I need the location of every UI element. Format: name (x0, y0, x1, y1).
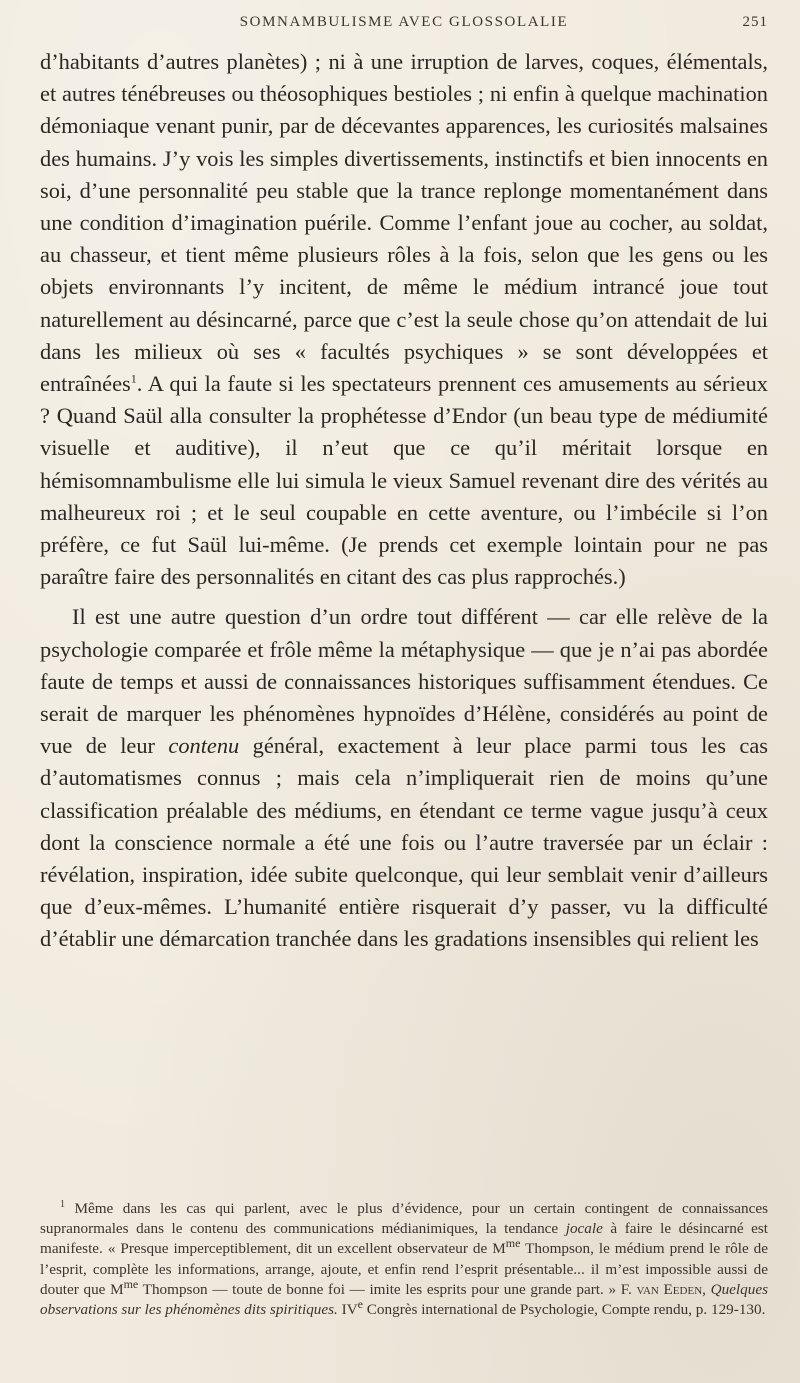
footnote-text: à faire le désincarné est manifeste. « Presque imperceptiblement, dit un excellent observateur de M (40, 1220, 768, 1258)
footnote-text: IV (337, 1301, 358, 1319)
footnote-italic-word: jocale (565, 1220, 603, 1238)
paragraph-continued (40, 46, 768, 593)
footnotes (40, 1199, 768, 1320)
running-title: SOMNAMBULISME AVEC GLOSSOLALIE (239, 14, 569, 30)
paragraph-2 (40, 601, 768, 955)
paragraph-2-text-b: général, exactement à leur place parmi tous les cas d’automatismes connus ; mais cela n’impliquerait rien de moins qu’une classification préalable des médiums, en étendant ce terme vague jusqu’à ceux dont la conscience normale a été une fois ou l’autre traversée par un éclair : révélation, inspiration, idée subite quelconque, qui leur semblait venir d’ailleurs que d’eux-mêmes. L’humanité entière risquerait d’y passer, vu la difficulté d’établir une démarcation tranchée dans les gradations insensibles qui relient les (40, 733, 768, 952)
footnote-superscript: e (357, 1296, 363, 1311)
footnote-cited-title: Quelques observations sur les phénomènes dits spiritiques. (40, 1280, 768, 1319)
footnote-superscript: me (123, 1276, 139, 1291)
footnote-author: van Eeden (636, 1280, 703, 1298)
paragraph-1-text-b: . A qui la faute si les spectateurs prennent ces amusements au sérieux ? Quand Saül alla consulter la prophétesse d’Endor (un beau type de médiumité visuelle et auditive), il n’eut que ce qu’il méritait lorsque en hémisomnambulisme elle lui simula le vieux Samuel revenant dire des vérités au malheureux roi ; et le seul coupable en cette aventure, ou l’imbécile si l’on préfère, ce fut Saül lui-même. (Je prends cet exemple lointain pour ne pas paraître faire des personnalités en citant des cas plus rapprochés.) (40, 371, 768, 590)
paragraph-2-text-a: Il est une autre question d’un ordre tout différent — car elle relève de la psychologie comparée et frôle même la métaphysique — que je n’ai pas abordée faute de temps et aussi de connaissances historiques suffisamment étendues. Ce serait de marquer les phénomènes hypnoïdes d’Hélène, considérés au point de vue de leur (40, 604, 768, 759)
footnote-reference: 1 (130, 371, 137, 386)
page-number: 251 (742, 14, 768, 30)
page-header (40, 14, 768, 40)
footnote-1 (40, 1199, 768, 1320)
footnote-text: Thompson — toute de bonne foi — imite les esprits pour une grande part. » F. (138, 1280, 637, 1298)
body-text (40, 46, 768, 956)
footnote-number: 1 (60, 1198, 65, 1210)
paragraph-2-italic-term: contenu (168, 733, 240, 759)
footnote-text: Thompson, le médium prend le rôle de l’esprit, complète les informations, arrange, ajoute, et enfin rend l’esprit présentable... il m’est impossible aussi de douter que M (40, 1240, 768, 1298)
footnote-text: Congrès international de Psychologie, Compte rendu, p. 129-130. (363, 1301, 766, 1319)
footnote-text: , (702, 1280, 711, 1298)
footnote-text: Même dans les cas qui parlent, avec le plus d’évidence, pour un certain contingent de connaissances supranormales dans le contenu des communications médianimiques, la tendance (40, 1200, 768, 1238)
footnote-superscript: me (505, 1236, 521, 1251)
paragraph-1-text-a: d’habitants d’autres planètes) ; ni à une irruption de larves, coques, élémentals, et autres ténébreuses ou théosophiques bestioles ; ni enfin à quelque machination démoniaque venant punir, par de décevantes apparences, les curiosités malsaines des humains. J’y vois les simples divertissements, instinctifs et bien innocents en soi, d’une personnalité peu stable que la trance replonge momentanément dans une condition d’imagination puérile. Comme l’enfant joue au cocher, au soldat, au chasseur, et tient même plusieurs rôles à la fois, selon que les gens ou les objets environnants l’y incitent, de même le médium intrancé joue tout naturellement au désincarné, parce que c’est la seule chose qu’on attendait de lui dans les milieux où ses « facultés psychiques » se sont développées et entraînées (40, 49, 768, 397)
